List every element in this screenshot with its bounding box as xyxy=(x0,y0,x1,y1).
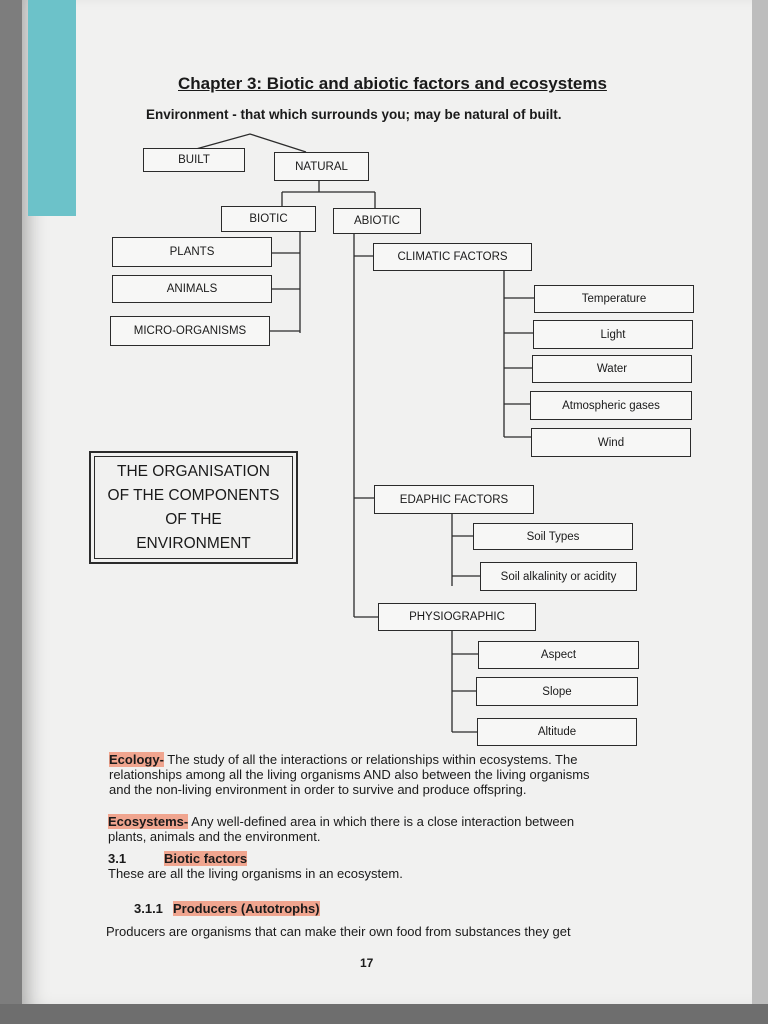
temperature-box: Temperature xyxy=(534,285,694,313)
ecology-definition: Ecology- The study of all the interactions or relationships within ecosystems. The xyxy=(109,752,578,767)
caption-line: OF THE COMPONENTS xyxy=(107,486,280,504)
biotic-box: BIOTIC xyxy=(221,206,316,232)
aspect-box: Aspect xyxy=(478,641,639,669)
caption-line: THE ORGANISATION xyxy=(116,462,270,480)
animals-box: ANIMALS xyxy=(112,275,272,303)
biotic-description: These are all the living organisms in an ecosystem. xyxy=(108,866,403,881)
section-title-producers: Producers (Autotrophs) xyxy=(173,901,320,916)
light-box: Light xyxy=(533,320,693,349)
organisation-caption-box xyxy=(89,451,298,564)
micro-organisms-box: MICRO-ORGANISMS xyxy=(110,316,270,346)
section-title-biotic: Biotic factors xyxy=(164,851,248,866)
altitude-box: Altitude xyxy=(477,718,637,746)
page-number: 17 xyxy=(360,956,374,970)
chapter-title: Chapter 3: Biotic and abiotic factors and ecosystems xyxy=(178,74,607,93)
atmospheric-gases-box: Atmospheric gases xyxy=(530,391,692,420)
ecology-line: relationships among all the living organisms AND also between the living organisms xyxy=(109,767,590,782)
physiographic-box: PHYSIOGRAPHIC xyxy=(378,603,536,631)
ecosystems-definition: Ecosystems- Any well-defined area in which there is a close interaction between xyxy=(108,814,575,829)
caption-line: OF THE xyxy=(165,510,222,528)
caption-line: ENVIRONMENT xyxy=(136,534,251,552)
water-box: Water xyxy=(532,355,692,383)
wind-box: Wind xyxy=(531,428,691,457)
soil-types-box: Soil Types xyxy=(473,523,633,550)
producers-description: Producers are organisms that can make their own food from substances they get xyxy=(106,924,571,939)
slope-box: Slope xyxy=(476,677,638,706)
climatic-factors-box: CLIMATIC FACTORS xyxy=(373,243,532,271)
built-box: BUILT xyxy=(143,148,245,172)
ecosystems-line: plants, animals and the environment. xyxy=(108,829,321,844)
section-number-3-1: 3.1 xyxy=(108,851,127,866)
environment-definition: Environment - that which surrounds you; may be natural of built. xyxy=(146,107,562,122)
ecology-term: Ecology- xyxy=(109,752,164,767)
soil-alkalinity-box: Soil alkalinity or acidity xyxy=(480,562,637,591)
ecosystems-term: Ecosystems- xyxy=(108,814,189,829)
abiotic-box: ABIOTIC xyxy=(333,208,421,234)
plants-box: PLANTS xyxy=(112,237,272,267)
natural-box: NATURAL xyxy=(274,152,369,181)
section-number-3-1-1: 3.1.1 xyxy=(134,901,163,916)
edaphic-factors-box: EDAPHIC FACTORS xyxy=(374,485,534,514)
ecology-line: and the non-living environment in order to survive and produce offspring. xyxy=(109,782,527,797)
